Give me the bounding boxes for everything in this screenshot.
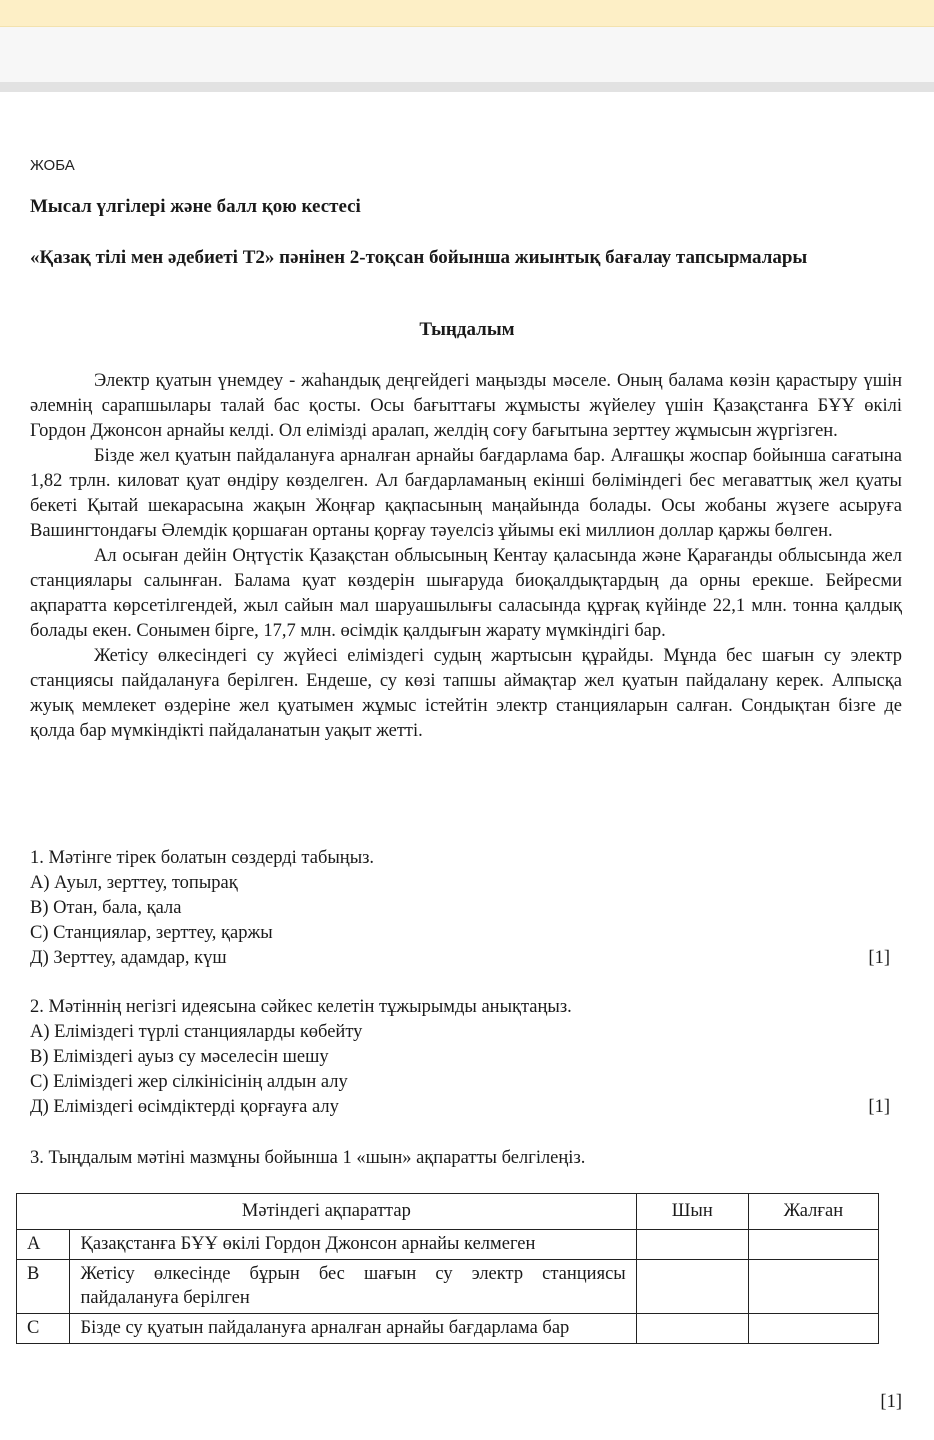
answer-option[interactable]: В) Еліміздегі ауыз су мәселесін шешу (30, 1047, 329, 1067)
answer-option-row (30, 946, 892, 971)
table-header-row (17, 1194, 879, 1230)
question-prompt: 1. Мәтінге тірек болатын сөздерді табыңыз. (30, 848, 375, 868)
page-gap (0, 27, 934, 82)
answer-option-row (30, 1095, 892, 1120)
answer-option[interactable]: С) Станциялар, зерттеу, қаржы (30, 923, 273, 943)
score-mark: [1] (868, 1097, 890, 1117)
header-true: Шын (636, 1194, 748, 1230)
final-score-mark: [1] (880, 1392, 902, 1412)
answer-option[interactable]: Д) Еліміздегі өсімдіктерді қорғауға алу (30, 1097, 339, 1117)
answer-option[interactable]: А) Ауыл, зерттеу, топырақ (30, 873, 238, 893)
answer-option[interactable]: Д) Зерттеу, адамдар, күш (30, 948, 227, 968)
draft-label: ЖОБА (30, 157, 75, 174)
row-statement: Бізде су қуатын пайдалануға арналған арнайы бағдарлама бар (70, 1314, 636, 1344)
false-cell[interactable] (748, 1230, 878, 1260)
table-row (17, 1314, 879, 1344)
false-cell[interactable] (748, 1260, 878, 1314)
true-cell[interactable] (636, 1230, 748, 1260)
question-prompt: 2. Мәтіннің негізгі идеясына сәйкес келетін тұжырымды анықтаңыз. (30, 997, 572, 1017)
answer-option[interactable]: С) Еліміздегі жер сілкінісінің алдын алу (30, 1072, 348, 1092)
document-title: Мысал үлгілері және балл қою кестесі (30, 196, 361, 217)
row-letter: В (17, 1260, 70, 1314)
row-statement: Жетісу өлкесінде бұрын бес шағын су электр станциясы пайдалануға берілген (70, 1260, 636, 1314)
header-info: Мәтіндегі ақпараттар (17, 1194, 637, 1230)
question-2 (30, 995, 892, 1120)
row-letter: С (17, 1314, 70, 1344)
answer-option[interactable]: В) Отан, бала, қала (30, 898, 182, 918)
row-statement: Қазақстанға БҰҰ өкілі Гордон Джонсон арнайы келмеген (70, 1230, 636, 1260)
question-prompt: 3. Тыңдалым мәтіні мазмұны бойынша 1 «шын» ақпаратты белгілеңіз. (30, 1148, 586, 1168)
page-divider (0, 82, 934, 92)
text-paragraph: Бізде жел қуатын пайдалануға арналған арнайы бағдарлама бар. Алғашқы жоспар бойынша сағатына 1,82 трлн. киловат қуат өндіру көзделген. Ал бағдарламаның екінші бөліміндегі бес мегаваттық жел қуаты бекеті Қытай шекарасына жақын Жоңғар қақпасының маңайында болады. Осы жобаны жүзеге асыруға Вашингтондағы Әлемдік қоршаған ортаны қорғау тәуелсіз ұйымы екі миллион доллар қаржы бөлген. (30, 446, 902, 541)
true-cell[interactable] (636, 1260, 748, 1314)
table-row (17, 1230, 879, 1260)
table-row (17, 1260, 879, 1314)
text-paragraph: Жетісу өлкесіндегі су жүйесі еліміздегі судың жартысын құрайды. Мұнда бес шағын су электр станциясы пайдалануға берілген. Ендеше, су көзі тапшы аймақтар жел қуатын пайдалану керек. Алпысқа жуық мемлекет өздеріне жел қуатымен жұмыс істейтін электр станцияларын салған. Сондықтан бізге де қолда бар мүмкіндікті пайдаланатын уақыт жетті. (30, 646, 902, 741)
answer-option[interactable]: А) Еліміздегі түрлі станцияларды көбейту (30, 1022, 363, 1042)
question-3 (30, 1146, 892, 1171)
text-paragraph: Электр қуатын үнемдеу - жаһандық деңгейдегі маңызды мәселе. Оның балама көзін қарастыру үшін әлемнің сарапшылары талай бас қосты. Осы бағыттағы жұмысты жүйелеу үшін Қазақстанға БҰҰ өкілі Гордон Джонсон арнайы келді. Ол елімізді аралап, желдің соғу бағытына зерттеу жұмысын жүргізген. (30, 371, 902, 441)
top-highlight-band (0, 0, 934, 27)
false-cell[interactable] (748, 1314, 878, 1344)
section-heading: Тыңдалым (419, 319, 515, 340)
listening-text (30, 369, 902, 744)
text-paragraph: Ал осыған дейін Оңтүстік Қазақстан облысының Кентау қаласында және Қарағанды облысында жел станциялары салынған. Балама қуат көздерін шығаруда биоқалдықтардың да орны ерекше. Бейресми ақпаратта көрсетілгендей, жыл сайын мал шаруашылығы саласында құрғақ күйінде 22,1 млн. тонна қалдық болады екен. Сонымен бірге, 17,7 млн. өсімдік қалдығын жарату мүмкіндігі бар. (30, 546, 902, 641)
header-false: Жалған (748, 1194, 878, 1230)
document-subtitle: «Қазақ тілі мен әдебиеті Т2» пәнінен 2-тоқсан бойынша жиынтық бағалау тапсырмалары (30, 247, 808, 268)
true-false-table (16, 1193, 879, 1344)
true-cell[interactable] (636, 1314, 748, 1344)
question-1 (30, 846, 892, 971)
row-letter: А (17, 1230, 70, 1260)
score-mark: [1] (868, 948, 890, 968)
